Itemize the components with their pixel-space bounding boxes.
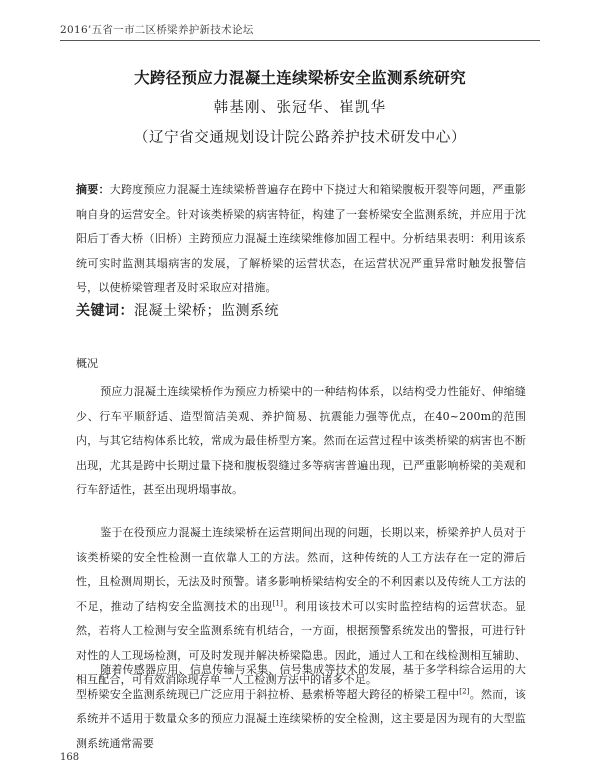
abstract-text: 大跨度预应力混凝土连续梁桥普遍存在跨中下挠过大和箱梁腹板开裂等问题，严重影响自身的运营安全。针对该类桥梁的病害特征，构建了一套桥梁安全监测系统，并应用于沈阳后丁香大桥（旧桥）主跨预应力混凝土连续梁维修加固工程中。分析结果表明：利用该系统可实时监测其塌病害的发展，了解桥梁的运营状态，在运营状况严重异常时触发报警信号，以使桥梁管理者及时采取应对措施。 (76, 183, 526, 294)
section-heading: 概况 (76, 357, 98, 370)
keywords (76, 300, 526, 320)
keywords-label: 关键词： (76, 303, 134, 319)
abstract (76, 178, 526, 301)
body-paragraph (76, 658, 526, 756)
page-number: 168 (60, 752, 80, 763)
abstract-label: 摘要： (76, 183, 110, 196)
body-paragraph: 预应力混凝土连续梁桥作为预应力桥梁中的一种结构体系，以结构受力性能好、伸缩缝少、行车平顺舒适、造型简洁美观、养护简易、抗震能力强等优点，在40~200m的范围内，与其它结构体系比较，常成为最佳桥型方案。然而在运营过程中该类桥梁的病害也不断出现，尤其是跨中长期过量下挠和腹板裂缝过多等病害普遍出现，已严重影响桥梁的美观和行车舒适性，甚至出现坍塌事故。 (76, 385, 526, 496)
paper-title: 大跨径预应力混凝土连续梁桥安全监测系统研究 (134, 69, 466, 87)
author-list: 韩基刚、张冠华、崔凯华 (213, 100, 387, 116)
keywords-text: 混凝土梁桥；监测系统 (134, 303, 279, 319)
citation: [2] (459, 686, 470, 695)
citation: [1] (272, 598, 284, 607)
paragraph-text: 随着传感器应用、信息传输与采集、信号集成等技术的发展，基于多学科综合运用的大型桥梁安全监测系统现已广泛应用于斜拉桥、悬索桥等超大跨径的桥梁工程中 (76, 663, 526, 701)
running-header: 2016’五省一市二区桥梁养护新技术论坛 (60, 24, 254, 36)
header-rule (60, 40, 540, 41)
paragraph-text: 。利用该技术可以实时监控结构的运营状态。显然，若将人工检测与安全监测系统有机结合，一方面，根据预警系统发出的警报，可进行针对性的人工现场检测，可及时发现并解决桥梁隐患。因此，通过人工和在线检测相互辅助、相互配合，可有效消除现存单一人工检测方法中的诸多不足。 (76, 599, 526, 686)
paragraph-text: 鉴于在役预应力混凝土连续梁桥在运营期间出现的问题，长期以来，桥梁养护人员对于该类桥梁的安全性检测一直依靠人工的方法。然而，这种传统的人工方法存在一定的滞后性，且检测周期长，无法及时预警。诸多影响桥梁结构安全的不利因素以及传统人工方法的不足，推动了结构安全监测技术的出现 (76, 526, 526, 613)
paragraph-text: 。然而，该系统并不适用于数量众多的预应力混凝土连续梁桥的安全检测，这主要是因为现有的大型监测系统通常需要 (76, 687, 527, 750)
author-affiliation: （辽宁省交通规划设计院公路养护技术研发中心） (133, 130, 467, 146)
